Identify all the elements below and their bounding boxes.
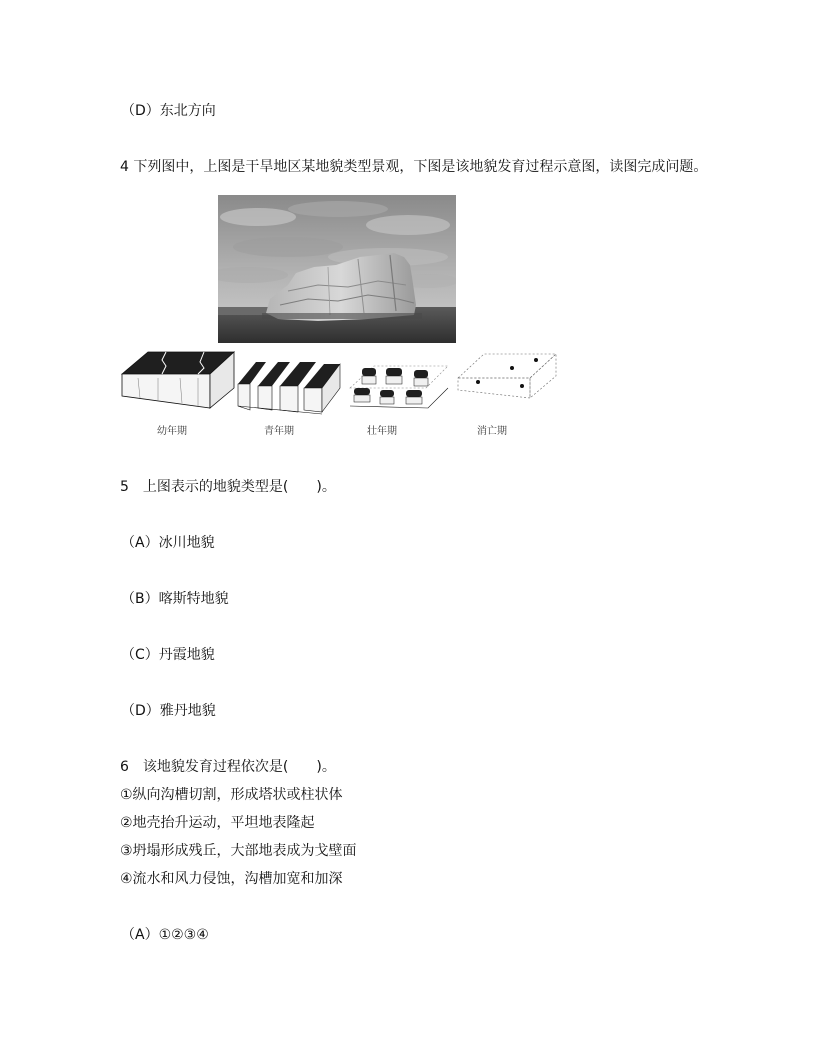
q6-stem: 6 该地貌发育过程依次是( )。: [120, 759, 336, 775]
q3-option-d: （D）东北方向: [121, 103, 216, 119]
q6-statement-3: ③坍塌形成残丘，大部地表成为戈壁面: [120, 843, 357, 859]
stage-youth-diagram: [122, 352, 234, 408]
stage-label-maturity: 壮年期: [367, 426, 397, 437]
q5-option-b: （B）喀斯特地貌: [121, 591, 229, 607]
yardang-photo-graphic: [218, 195, 456, 343]
q6-statement-1: ①纵向沟槽切割，形成塔状或柱状体: [120, 787, 343, 803]
yardang-landscape-photo: [218, 195, 456, 343]
stage-adolescence-diagram: [238, 362, 340, 414]
stage-label-youth: 幼年期: [157, 426, 187, 437]
q5-option-d: （D）雅丹地貌: [121, 703, 216, 719]
stage-decline-diagram: [458, 354, 556, 398]
q6-statement-4: ④流水和风力侵蚀，沟槽加宽和加深: [120, 871, 343, 887]
q5-option-a: （A）冰川地貌: [121, 535, 215, 551]
stage-label-adolescence: 青年期: [264, 426, 294, 437]
q5-stem: 5 上图表示的地貌类型是( )。: [120, 479, 336, 495]
stage-maturity-diagram: [350, 366, 448, 408]
q6-option-a: （A）①②③④: [121, 927, 209, 943]
q6-statement-2: ②地壳抬升运动，平坦地表隆起: [120, 815, 315, 831]
stage-label-decline: 消亡期: [477, 426, 507, 437]
q4-stem: 4 下列图中，上图是干旱地区某地貌类型景观，下图是该地貌发育过程示意图，读图完成问题。: [120, 159, 708, 175]
q5-option-c: （C）丹霞地貌: [121, 647, 215, 663]
